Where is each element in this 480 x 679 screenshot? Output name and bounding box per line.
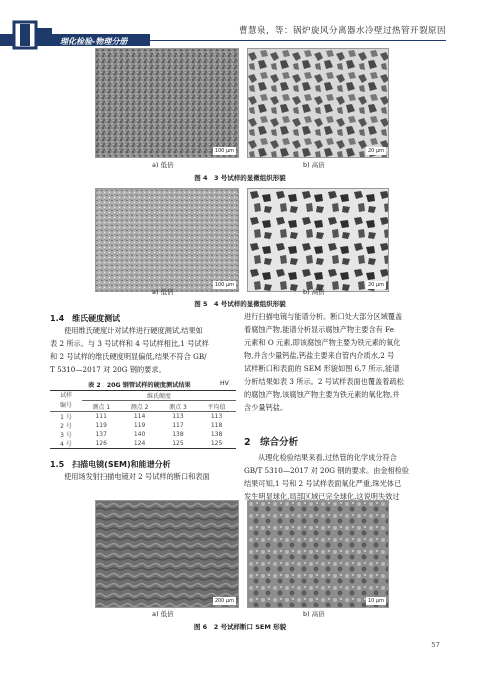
table-cell: 111 bbox=[95, 413, 107, 420]
fig5-image-low bbox=[95, 188, 239, 292]
table-cell: 138 bbox=[210, 431, 223, 438]
table-cell: 124 bbox=[133, 440, 146, 447]
header-rule bbox=[130, 40, 446, 41]
text-line: 结果可知,1 号和 2 号试样表面氧化严重,珠光体已 bbox=[244, 479, 402, 488]
text-line: 表 2 所示。与 3 号试样和 4 号试样相比,1 号试样 bbox=[50, 339, 209, 348]
table-cell: 138 bbox=[172, 431, 184, 438]
fig4-b-scale: 20 μm bbox=[367, 148, 384, 154]
right-column-text bbox=[244, 310, 432, 414]
fig6-image-low bbox=[95, 500, 239, 608]
table-cell: 117 bbox=[172, 422, 184, 429]
section-1-4-text bbox=[50, 324, 236, 376]
journal-name: 理化检验-物理分册 bbox=[60, 37, 128, 46]
fig5-image-high bbox=[247, 188, 389, 292]
text-line: 物,并含少量钙盐,钙盐主要来自管内介质水,2 号 bbox=[244, 351, 395, 360]
table2-subheader: 测点 3 bbox=[169, 403, 187, 411]
table-cell: 2 号 bbox=[60, 423, 72, 430]
table-cell: 4 号 bbox=[60, 441, 72, 448]
fig5-a-scale: 100 μm bbox=[214, 282, 234, 288]
text-line: 的腐蚀产物,该腐蚀产物主要为铁元素的氧化物,并 bbox=[244, 390, 400, 399]
fig5-caption: 图 5 4 号试样的显微组织形貌 bbox=[194, 300, 286, 308]
table2-subheader: 测点 2 bbox=[130, 403, 149, 411]
fig4-b-label: b) 高倍 bbox=[303, 161, 325, 169]
table2-col-sample2: 编号 bbox=[59, 402, 72, 409]
page-number: 57 bbox=[431, 641, 440, 649]
section-2-text bbox=[244, 451, 432, 503]
fig6-a-scale: 200 μm bbox=[214, 598, 234, 604]
text-line: 试样断口和表面的 SEM 形貌如图 6,7 所示,能谱 bbox=[244, 364, 400, 373]
fig6-caption: 图 6 2 号试样断口 SEM 形貌 bbox=[193, 623, 287, 631]
table-row bbox=[50, 430, 236, 439]
section-1-5-text bbox=[50, 470, 236, 483]
fig4-caption: 图 4 3 号试样的显微组织形貌 bbox=[194, 174, 286, 182]
table-cell: 1 号 bbox=[60, 414, 72, 421]
table2-subheader: 平均值 bbox=[207, 403, 226, 411]
fig5-b-scale: 20 μm bbox=[367, 282, 384, 288]
table2-col-sample: 试样 bbox=[59, 392, 72, 399]
table-cell: 125 bbox=[210, 440, 223, 447]
table-cell: 113 bbox=[210, 413, 223, 420]
table-cell: 114 bbox=[133, 413, 146, 420]
table-row bbox=[50, 412, 236, 422]
table-cell: 125 bbox=[172, 440, 184, 447]
fig4-a-label: a) 低倍 bbox=[152, 161, 174, 169]
section-2-title: 2 综合分析 bbox=[244, 437, 299, 448]
table2-caption: 表 2 20G 钢管试样的硬度测试结果 bbox=[88, 382, 191, 389]
table2 bbox=[50, 390, 236, 449]
table-cell: 118 bbox=[210, 422, 223, 429]
fig5-b-label: b) 高倍 bbox=[303, 288, 325, 296]
table-cell: 126 bbox=[95, 440, 107, 447]
fig4-image-high bbox=[247, 48, 389, 158]
text-line: 元素和 O 元素,即该腐蚀产物主要为铁元素的氧化 bbox=[244, 338, 401, 347]
text-line: 和 2 号试样的维氏硬度明显偏低,结果不符合 GB/ bbox=[50, 352, 207, 361]
table-row bbox=[50, 439, 236, 448]
text-line: 着腐蚀产物,能谱分析显示腐蚀产物主要含有 Fe bbox=[244, 325, 394, 334]
fig6-b-scale: 10 μm bbox=[367, 598, 384, 604]
running-title: 曹慧泉，等：锅炉旋风分离器水冷壁过热管开裂原因 bbox=[238, 26, 446, 36]
section-1-4-title: 1.4 维氏硬度测试 bbox=[50, 314, 121, 323]
table-row bbox=[50, 421, 236, 430]
text-line: T 5310—2017 对 20G 钢的要求。 bbox=[50, 365, 166, 374]
text-line: 使用场发射扫描电镜对 2 号试样的断口和表面 bbox=[64, 472, 210, 481]
text-line: 从理化检验结果来看,过热管的化学成分符合 bbox=[258, 453, 397, 462]
text-line: 含少量钙盐。 bbox=[244, 403, 288, 412]
text-line: 分析结果如表 3 所示。2 号试样表面也覆盖着疏松 bbox=[244, 377, 404, 386]
fig4-a-scale: 100 μm bbox=[214, 148, 234, 154]
fig5-a-label: a) 低倍 bbox=[152, 288, 174, 296]
section-1-5-title: 1.5 扫描电镜(SEM)和能谱分析 bbox=[50, 460, 171, 469]
table2-subheader: 测点 1 bbox=[92, 403, 111, 411]
table2-group-header: 维氏硬度 bbox=[82, 391, 236, 401]
fig6-b-label: b) 高倍 bbox=[303, 610, 325, 618]
fig6-a-label: a) 低倍 bbox=[152, 610, 174, 618]
text-line: 进行扫描电镜与能谱分析。断口处大部分区域覆盖 bbox=[244, 312, 403, 321]
table-cell: 119 bbox=[95, 422, 107, 429]
table-cell: 137 bbox=[95, 431, 107, 438]
table2-unit: HV bbox=[220, 380, 229, 387]
table-cell: 3 号 bbox=[60, 432, 72, 439]
fig6-image-high bbox=[247, 500, 389, 608]
text-line: 发生明显球化,局部区域已完全球化,这说明失效过 bbox=[244, 492, 400, 501]
fig4-image-low bbox=[95, 48, 239, 158]
table-cell: 119 bbox=[133, 422, 146, 429]
table-cell: 113 bbox=[172, 413, 184, 420]
text-line: 使用维氏硬度计对试样进行硬度测试,结果如 bbox=[64, 326, 203, 335]
table-cell: 140 bbox=[133, 431, 146, 438]
text-line: GB/T 5310—2017 对 20G 钢的要求。由金相检验 bbox=[244, 466, 410, 475]
